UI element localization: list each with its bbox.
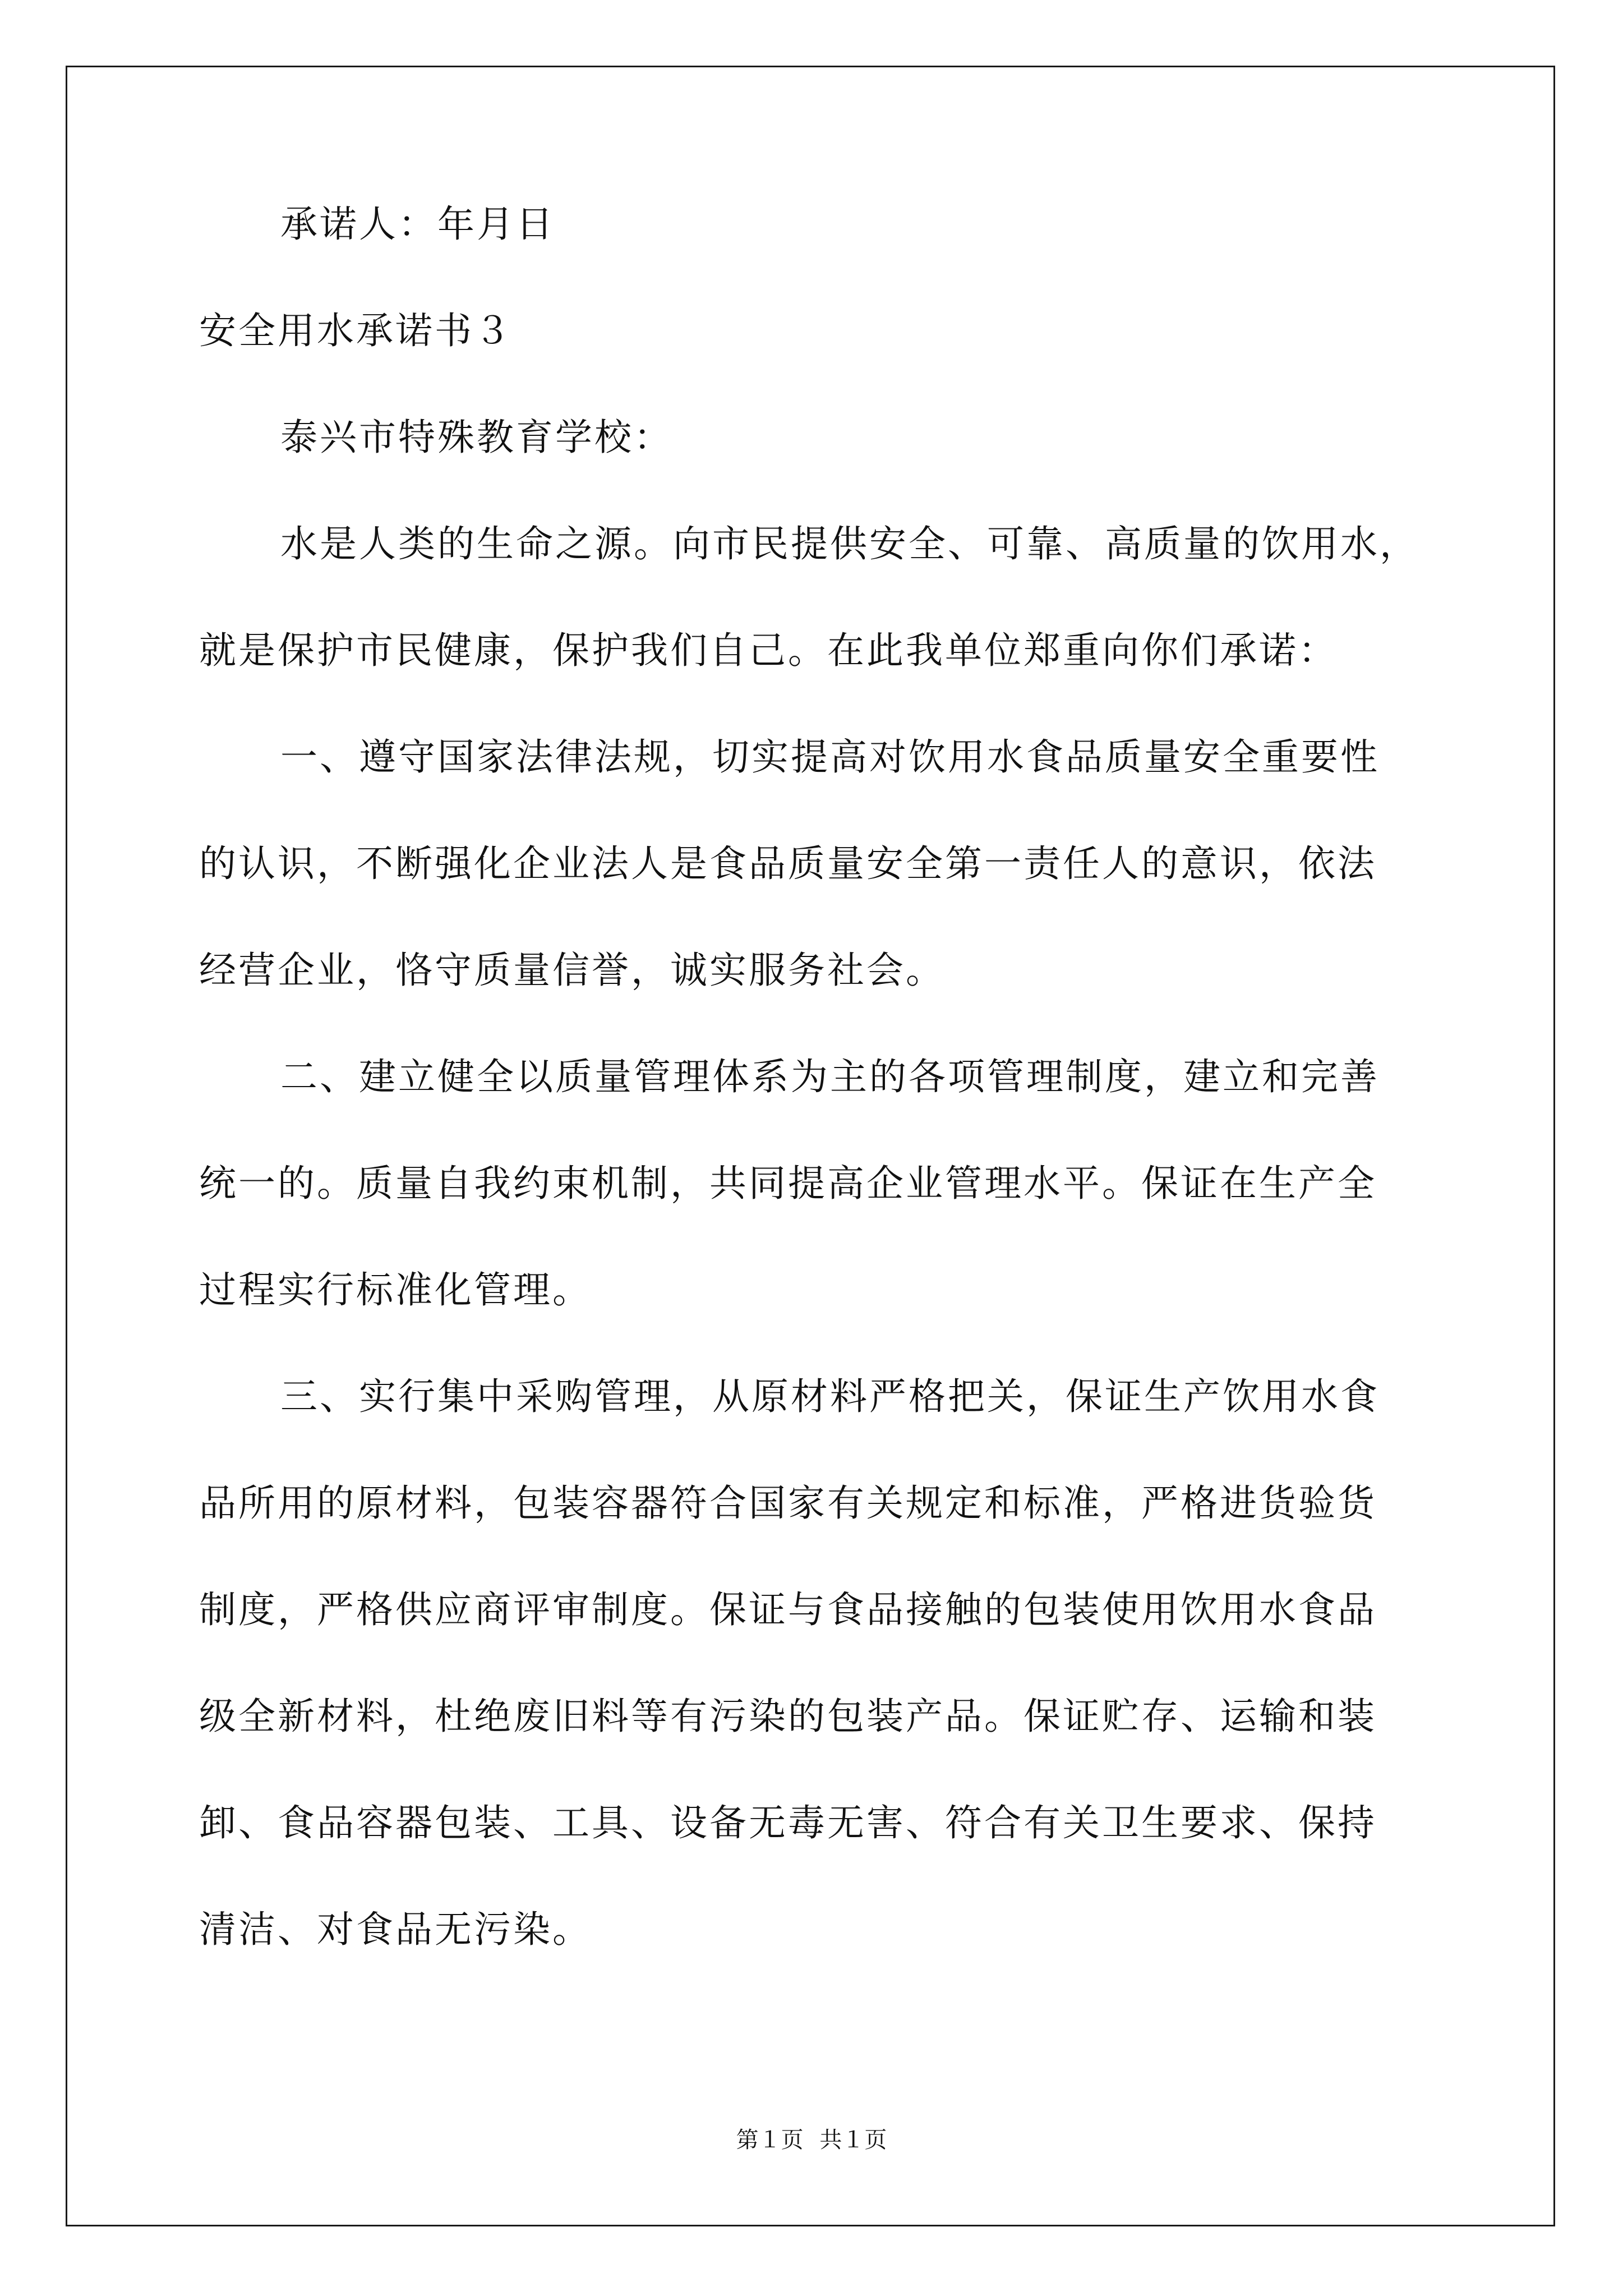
paragraph-line: 二、建立健全以质量管理体系为主的各项管理制度，建立和完善	[280, 1055, 1380, 1098]
paragraph-line: 水是人类的生命之源。向市民提供安全、可靠、高质量的饮用水，	[280, 522, 1419, 565]
page-number-total: 共１页	[819, 2127, 887, 2153]
page-number-current: 第１页	[736, 2127, 804, 2153]
paragraph-line: 的认识，不断强化企业法人是食品质量安全第一责任人的意识，依法	[199, 842, 1377, 885]
page-footer	[0, 2126, 1623, 2154]
page-border	[66, 66, 1555, 2226]
paragraph-line: 统一的。质量自我约束机制，共同提高企业管理水平。保证在生产全	[199, 1162, 1377, 1205]
paragraph-line: 卸、食品容器包装、工具、设备无毒无害、符合有关卫生要求、保持	[199, 1801, 1377, 1844]
paragraph-line: 级全新材料，杜绝废旧料等有污染的包装产品。保证贮存、运输和装	[199, 1695, 1377, 1738]
paragraph-line: 三、实行集中采购管理，从原材料严格把关，保证生产饮用水食	[280, 1375, 1380, 1418]
paragraph-line: 清洁、对食品无污染。	[199, 1908, 592, 1951]
paragraph-line: 就是保护市民健康，保护我们自己。在此我单位郑重向你们承诺：	[199, 629, 1338, 672]
signature-line: 承诺人：年月日	[280, 203, 555, 246]
paragraph-line: 过程实行标准化管理。	[199, 1268, 592, 1312]
paragraph-line: 经营企业，恪守质量信誉，诚实服务社会。	[199, 949, 945, 992]
paragraph-line: 品所用的原材料，包装容器符合国家有关规定和标准，严格进货验货	[199, 1481, 1377, 1525]
document-heading: 安全用水承诺书３	[199, 309, 513, 352]
paragraph-line: 制度，严格供应商评审制度。保证与食品接触的包装使用饮用水食品	[199, 1588, 1377, 1631]
paragraph-line: 一、遵守国家法律法规，切实提高对饮用水食品质量安全重要性	[280, 735, 1380, 779]
addressee: 泰兴市特殊教育学校：	[280, 416, 673, 459]
